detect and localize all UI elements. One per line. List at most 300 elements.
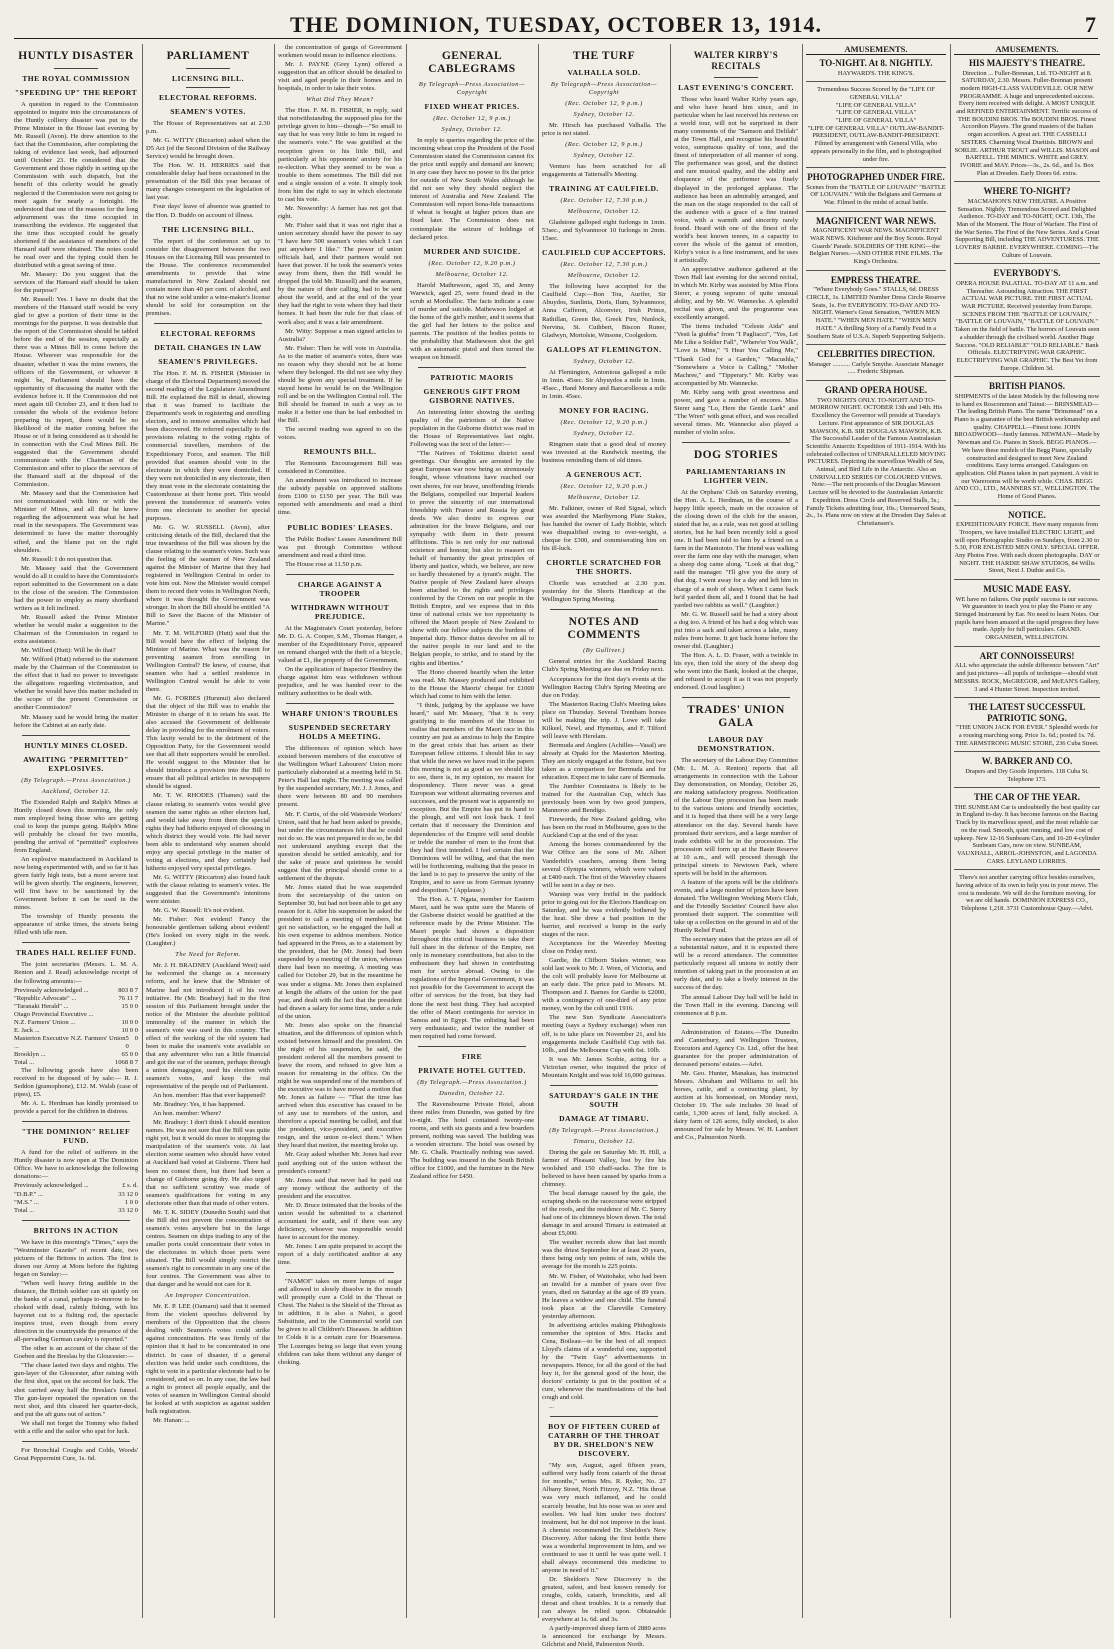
dateline: Melbourne, October 12. [435,270,509,278]
fund-row-amount: 15 0 0 [121,1002,138,1010]
column-parliament-cont [278,44,402,1614]
article-text: Mr. Nosworthy: A farmer has not got that right. [278,204,402,220]
article-text: The annual Labour Day ball will be held in the Town Hall in the evening. Dancing will commence at 8 p.m. [674,993,798,1017]
article-text: The Jumbier Conmiastra is likely to be trained for the Australian Cup, which has previously been won by two good jumpers, Mannoroo and Bendigo. [542,783,666,815]
advert-heading: GRAND OPERA HOUSE. [824,385,928,396]
column-rule [274,44,275,1618]
fund-row-name: "D.B.P." ... [14,1190,44,1198]
dateline: Sydney, October 12. [573,152,635,160]
article-text: Mr. Fisher said that it was not right that a union secretary should have the power to say "I have here 500 seamen's votes which I can put anywhere I like." The power of union officials had, and their partners would not have that power. If he took the seamen's votes away from them, then the Bill would be dropped (he told Mr. Russell) and the seamen, by the nature of their calling, had to be sent about the world, and at the end of the year they had the right to vote where they had their homes. It had been the rule for that class of work also; and it was a fair amendment. [278,221,402,326]
headline-parliament: PARLIAMENT [166,50,250,62]
fund-row-name: Otago Provincial Executive ... [14,1010,94,1018]
headline-dog: DOG STORIES [693,448,779,461]
subhead-speed: "SPEEDING UP" THE REPORT [14,88,138,97]
subhead-labour-day: LABOUR DAY DEMONSTRATION. [697,735,775,754]
fund-row [14,1182,138,1190]
fund-row [14,1199,138,1207]
subhead-caulfield: CAULFIELD CUP ACCEPTORS. [542,248,666,258]
advert [806,86,946,163]
fund-row-name: "Taranaki Herald" ... [14,1002,69,1010]
advert [806,385,946,527]
headline-kirby: WALTER KIRBY'S RECITALS [693,50,779,71]
article-text: Mr. Jones stated that he was suspended from the secretaryship of the union on September 30, but had not been able to get any reason for it. After his suspension he asked the president to call a meeting of members, but got no satisfaction, so he engaged the hall at his own expense to address members. Notice had appeared in the Press, as to a statement by the president, that he (Mr. Jones) had been suspended by a meeting of the union, whereas there had been no meeting. A meeting was called for October 29, but in the meantime he was under a stigma. Mr. Jones then explained at length the affairs of the union for the past year, and dealt with the fact that the president had drawn a salary for some time, under a rule of the union. [278,883,402,1020]
fund-row [14,1191,138,1199]
fund-row-name: Previously acknowledged ... [14,1182,89,1190]
fund-row-amount: 1068 8 7 [114,1058,138,1066]
subhead-murder: MURDER AND SUICIDE. [423,246,521,256]
article-text: In reply to queries regarding the price of the incoming wheat crop the President of the Food Commission stated the Commission cannot fix the price until supply and demand are known; in any case they have no power to fix the price for outside of New South Wales although he did not see why they should neglect the interest of Australia and New Zealand. The Commission will report bona-fide transactions if wheat is bought at higher prices than are fixed later. The Commission does not contemplate the seizure of holdings of declared price. [410,137,534,241]
article-text: Mr. G. W. Russell: It's not evident. [153,907,245,915]
advert [954,510,1100,575]
article-text: Mr. T. K. SIDEY (Dunedin South) said that the Bill did not prevent the concentration of seamen's votes anywhere but in the large centres. Seamen on ships trading to any of the smaller ports could concentrate their votes in the electorates in which those ports were situated. The Bill would simply restrict the seamen's right to concentrate in any one of the four centres. The Government was alive to that danger and he would not care for it. [146,1208,270,1289]
divider [714,77,758,78]
article-text: The following goods have also been received to be disposed of by sale:— R. J. Seddon (gramophone), £12. M. Walsh (case of pipes), £5. [14,1067,138,1099]
advert [954,874,1100,913]
article-text: Mr. Bradney: Yes, it has happened. [153,1101,246,1109]
headline-notes: NOTES AND COMMENTS [567,616,641,642]
divider [954,751,1100,752]
divider [186,68,230,69]
advert [954,756,1100,783]
fund-row-amount: 5 0 0 [125,1034,138,1050]
fund-row-name: Previously acknowledged ... [14,986,89,994]
subhead-withdrawn: WITHDRAWN WITHOUT PREJUDICE. [290,602,390,621]
article-text: Mr. D. Bruce intimated that the books of the union would be submitted to a chartered accountant for audit, and if there was any deficiency, whoever was responsible would have to account for the money. [278,1201,402,1241]
dateline: Timaru, October 12. [573,1137,635,1145]
column-rule [406,44,407,1618]
article-text: Mr. G. WITTY (Riccarton) asked when the D5 Act (of the Second Division of the Railway Service) would be brought down. [146,137,270,161]
divider [22,942,130,943]
divider [682,442,790,443]
subhead-electoral-reforms: ELECTORAL REFORMS [160,329,256,339]
article-text: Gardie, the Clifborn Stakes winner, was sold last week to Mr. J. Wren, of Victoria, and the colt will probably leave for Melbourne at an early date. The price paid to Messrs. M. Thompson and J. Barnes for Gardie is £2000, with a contingency of one-third of any prize money, won by the colt until 1916. [542,957,666,1013]
column-rule [670,44,671,1618]
article-text: A question in regard to the Commission appointed to inquire into the circumstances of the Huntly colliery disaster was put to the Prime Minister in the House last evening by Mr. Russell (Avon). He drew attention to the fact that the Commission, after completing the taking of evidence last week, had adjourned until October 23. He considered that the Government and those rightly in setting up the Commission with such dispatch, but the benefit of this celerity would be greatly neglected if the Commission were not going to meet again for nearly a fortnight. He understood that one of the reasons for the long adjournment was the time occupied in transcribing the evidence. He suggested that the time thus occupied could be greatly shortened if the assistance of members of the Hansard staff were obtained. The notes could be read over and the typing could then be distributed with a great saving of time. [14,101,138,269]
article-text: Mr. Massey said that the Government would do all it could to have the Commission's report submitted to the Government on a date to the close of the session. The Commission had the power to employ as many shorthand writers as it felt inclined. [14,564,138,612]
article-text: Mr. Russell asked the Prime Minister whether he would make a suggestion to the Chairman of the Commission in regard to extra assistance. [14,613,138,646]
article-text: The Hon. A. T. Ngata, member for Eastern Maori, said he was quite sure the Maoris of the Gisborne district would be gratified at the reference made by the Prime Minister. The Maori people had shown a disposition throughout this critical business to take their full share in the defence of the Empire, not only in monetary contributions, but also in the enthusiasm they had shown in contributing men for service abroad. Owing to the regulations of the Imperial Government, it was not possible for the Government to accept the offer of services for the front, but they had done the next best thing. They had accepted the offer of Maori contingents for service in Samoa and in Egypt. The enlisting had been very enthusiastic, and twice the number of men required had come forward. [410,895,534,1040]
divider [550,609,658,610]
divider [286,1272,394,1273]
fund-row [14,1003,138,1011]
column-rule [802,44,803,1618]
article-text: During the gale on Saturday Mr. H. Hill, a farmer of Pleasant Valley, lost by fire his woolshed and 150 chaff-sacks. The fire is believed to have been caused by sparks from a chimney. [542,1148,666,1188]
column-amusements-1 [806,44,946,1614]
divider [54,68,98,69]
article-text: Mr. Hanan: ... [153,1416,190,1424]
article-text: Mr. Jones said that never had he paid out any money without the authority of the president and the executive. [278,1176,402,1200]
dateline: Sydney, October 12. [573,111,635,118]
article-text: The local damage caused by the gale, the scraping sheds on the racecourse were stripped of the roofs, and the residence of Mr. C. Sterry had one of its chimneys blown down. The total damage in and around Timaru is estimated at about £5,000. [542,1190,666,1238]
article-text: An interesting letter showing the sterling quality of the patriotism of the Native population in the Gisborne district was read in the House of Representatives last night. Following was the text of the letter:— [410,409,534,449]
divider [22,1220,130,1221]
byline: By Telegraph—Press Association—Copyright [550,81,658,96]
subhead-private-hotel: PRIVATE HOTEL GUTTED. [418,1065,526,1075]
divider [954,263,1100,264]
article-text: The secretary of the Labour Day Committee (Mr. L. M. A. Renton) reports that all arrangements in connection with the Labour Day demonstration, on Monday, October 26, are making satisfactory progress. Notification of the Labour Day procession has been made to the various unions and friendly societies, and it is hoped that there will be a very large attendance on the day. Several bands have promised their services, and a large number of trade exhibits will be in the procession. The procession will form up at the Basin Reserve at 10 a.m., and will proceed through the principal streets to Newtown Park, where sports will be held in the afternoon. [674,757,798,877]
fund-row-name: Total ... [14,1206,35,1214]
advert-heading: HIS MAJESTY'S THEATRE. [969,58,1085,68]
divider [806,211,946,212]
divider [954,787,1100,788]
subhead-generous-gift: GENEROUS GIFT FROM GISBORNE NATIVES. [423,387,521,406]
masthead [14,10,1098,39]
fund-row-name: Brooklyn ... [14,1050,46,1058]
advert-heading: CELEBRITIES DIRECTION. [817,349,935,360]
divider [954,869,1100,870]
article-text: Mr. Fisher: Then he will vote in Australia. As to the matter of seamen's votes, there was no reason why they should not be at home where they belonged. He did not see why they should be given any special treatment. If he stayed home he would be on the Wellington roll and be on the Wellington Central roll. The Bill should be framed in such a way as to make it a better one than he had embodied in the Bill. [278,344,402,425]
received-line: (Rec. October 12, 9.20 p.m.) [428,259,516,267]
article-text: Mr. T. W. RHODES (Thames) said the clause relating to seamen's votes would give seamen the same rights as other electors had, and would take away from them the special rights they had hitherto enjoyed of choosing in which district they would vote. He had never been able to understand why seamen should enjoy any special privilege in the matter of voting at elections, and they certainly had hitherto enjoyed very special privileges. [146,792,270,872]
article-text: Mr. G. W. Russell said he had a story about a dog too. A friend of his had a dog which was put into a sack and taken across a lake, many miles from home. It got back home before the owner did. (Laughter.) [674,610,798,650]
advert-heading: EMPRESS THEATRE. [830,274,922,285]
advert-list [806,58,946,528]
headline-boy-cured: BOY OF FIFTEEN CURED of CATARRH OF THE THROAT BY DR. SHELDON'S NEW DISCOVERY. [548,1422,660,1459]
subhead-what-mean: What Did They Mean? [306,96,374,104]
article-text: Mr. J. H. BRADNEY (Auckland West) said he welcomed the change as a necessary reform, and he knew that the Minister of Marine had not introduced it of his own initiative. He (Mr. Bradney) had in the first session of this Parliament brought under the notice of the Minister the absolute political immorality of the manner in which the seamen's vote was used in this country. The effect of the working of the old system had been to make the seamen's vote available so that any adventurer who ran a little financial and got the ear of the seamen, perhaps through a union demagogue, used his election with seamen's votes, and keep the real representative of the people out of Parliament. [146,962,270,1091]
fund-row [14,1035,138,1051]
advert-text: Administration of Estates.—The Dunedin and Canterbury, and Wellington Trustees, Executors and Agency Co. Ltd., offer the best guarantee for the proper administration of deceased persons' estates.—Advt. [674,1028,798,1068]
fund-row [14,1019,138,1027]
received-line: (Rec. October 12, 9 p.m.) [433,115,511,122]
fund-list [14,987,138,1067]
column-parliament [146,44,270,1614]
article-text: Mr. J. PAYNE (Grey Lynn) offered a suggestion that an officer should be detailed to visit and aged people in their homes and in hospitals, in order to take their votes. [278,61,402,93]
advert-heading: THE LATEST SUCCESSFUL PATRIOTIC SONG. [968,702,1086,723]
article-text: The report of the conference set up to consider the disagreement between the two Houses on the Licensing Bill was presented to the House. The conference recommended amendments to provide that wine manufactured in New Zealand should not contain more than 40 per cent. of alcohol, and that no wine sold under a wine-maker's license should be sold for consumption on the premises. [146,237,270,317]
fund-row-name: Masterton Executive N.Z. Farmers' Union ... [14,1034,126,1050]
article-text: Mr. G. W. RUSSELL (Avon), after criticising details of the Bill, declared that the true inwardness of the Bill was shown by the clause relating to the seamen's votes. Such was the feeling of the seamen of New Zealand against the Minister of Marine that they had registered in Wellington Central in order to vote him out. Now the Minister would compel them to record their votes in Wellington North, where it was thought the Government was stronger. In short the Bill should be entitled "A Bill to Save the Bacon of the Minister of Marine." [146,523,270,628]
advert-body: EXPEDITIONARY FORCE. Have many requests from Troopers, we have installed ELECTRIC LIGHT, and will open Photographic Studio on Sundays, from 2.30 to 5.30, FOR ENLISTED MEN ONLY. SPECIAL OFFER. Any Photos Free. With each dozen photographs. DAY or NIGHT. THE HARDIE SHAW STUDIOS, 84 Willis Street, Next J. Duthie and Co. [954,521,1100,575]
article-text: The Hon. F. M. B. FISHER (Minister in charge of the Electoral Department) moved the second reading of the Legislature Amendment Bill. He explained the Bill in detail, showing that it was framed to facilitate the Department's work in registering and enrolling electors, and to remove anomalies which had been discovered. He referred especially to the provisions relating to the voting rights of commercial travellers, members of the Expeditionary Force, and seamen. The Bill provided that seamen should vote in the electorate in which they were domiciled. If they were not domiciled in any electorate, then they must vote in the electorate containing the Customhouse at their home port. This would prevent the transference of seamen's votes from one electorate to another for special purposes. [146,370,271,522]
article-text: Mr. G. WITTY (Riccarton) also found fault with the clause relating to seamen's votes. He suggested that the Government's intentions were sinister. [146,873,270,906]
article-text: Ringmen state that a good deal of money was invested at the Randwick meeting, the business reminding them of old times. [542,440,666,464]
fund-row-amount: 65 0 0 [121,1050,138,1058]
subhead-awaiting: AWAITING "PERMITTED" EXPLOSIVES. [23,754,129,773]
subhead-generous-act: A GENEROUS ACT. [566,469,642,479]
article-text: An explosive manufactured in Auckland is now being experimented with, and so far it has given fairly high tests, but a more severe test will be given shortly. The engineers, however, will first have to be sanctioned by the Government before it can be used in the mines. [14,855,138,912]
headline-trades-fund: TRADES HALL RELIEF FUND. [15,948,137,958]
article-text: Warstep was very fretful in the paddock prior to going out for the Electors Handicap on Saturday, and he was evidently bothered by the heat. She drew a bad position in the barrier, and received a bump in the early stages of the race. [542,890,666,938]
article-text: It was Mr. James Scobie, acting for a Victorian owner, who inquired the price of Mountain Knight and was told 16,000 guineas. [542,1055,666,1079]
subhead-royal: THE ROYAL COMMISSION [22,74,130,83]
advert-list [954,58,1100,913]
advert-body: Direction ... Fuller-Brennan, Ltd. TO-NIGHT at 8. SATURDAY, 2.30. Messrs. Fuller-Brennan present modern HIGH-CLASS VAUDEVILLE. OUR NEW PROGRAMME. A huge and unprecedented success. Every item received with delight. A MOST UNIQUE and REFINED ENTERTAINMENT. Terrific success of THE BOUDINI BROS. The BOUDINI BROS. Finest Accordion Players. The grand masters of the Italian organ accordion. A great act. THE CASSELLI SISTERS. Charming Vocal Duettists. BROWN and SORLIE. ARTHUR TROUT and WILLIS. MASON and BARTELL. THE MIMICS. WHITE and GREY. IVORIE and MAY. Prices—3s., 2s. 6d., and 1s. Box Plan at Dresden. Early Doors 6d. extra. [954,69,1100,177]
article-text: Venturo has been scratched for all engagements at Tattersall's Meeting. [542,163,666,179]
dateline: Sydney, October 12. [573,357,635,365]
advert-heading: ART CONNOISSEURS! [979,650,1075,661]
divider [22,1121,130,1122]
subhead-valhalla: VALHALLA SOLD. [567,68,641,77]
advert-body: MAGNIFICENT WAR NEWS. MAGNIFICENT WAR NEWS. Kitchener and the Boy Scouts. Royal Guards' Parade. SOLDIERS OF THE KING—the Belgian Nurses.—AND OTHER FINE FILMS. The King's Orchestra. [809,227,943,266]
column-turf [542,44,666,1649]
subhead-need-reform: The Need for Reform. [175,951,241,959]
article-text: General entries for the Auckland Racing Club's Spring Meeting are due on Friday next. [542,658,666,674]
advert-body: Drapers and Dry Goods Importers. 118 Cuba St. Telephone 173. [965,767,1089,783]
article-text: Those who heard Walter Kirby years ago, and who have heard him since, and in particular when he last received his reviews on a world tour, will not be surprised in their many comments of the "Samson and Delilah" at the Town Hall, and recognise his beautiful voice, sumptuous quality of tone, and the finest of interpretation of all manner of song. The performance was good, and the distinct and rare musical quality, and the ability and eloquence of the performer was finely displayed in the prolonged applause. The audience has been an admirably arranged, and the man on the stage responded to the call of the audience with a grace of a fine trained voice, with a warmth and sincerity rarely found. Heard with one of the finest of the world's best known tenors, in a capacity to cover the whole of the gamut of emotion, Kirby's voice is a fine instrument, and he uses it artistically. [674,96,798,264]
article-text: The secretary states that the prizes are all of a substantial nature, and it is expected there will be a record attendance. The committee particularly request all unions to notify their intention of taking part in the procession at an early date, and to take a lively interest in the success of the day. [674,936,798,992]
headline-wharf: WHARF UNION'S TROUBLES [281,709,399,719]
headline-mines: HUNTLY MINES CLOSED. [24,740,128,750]
subhead-chortle: CHORTLE SCRATCHED FOR THE SHORTS. [546,558,662,577]
advert [954,792,1100,865]
headline-britons: BRITONS IN ACTION [33,1225,119,1235]
advert-heading: W. BARKER AND CO. [981,756,1073,767]
advert-body: Scenes from the "BATTLE OF LOUVAIN" "BATTLE OF LOUVAIN." With the Belgians and Germans at War. Filmed in the midst of actual battle. [806,183,946,207]
advert-body: ALL who appreciate the subtle difference between "Art" and just pictures—all pupils of technique—should visit MESSRS. ROCK, McGREGOR, and McEAN'S Gallery, 3 and 4 Hunter Street. Inspection invited. [954,662,1100,693]
divider [806,81,946,82]
divider [954,646,1100,647]
article-text: At the Magistrate's Court yesterday, before Mr. D. G. A. Cooper, S.M., Thomas Hanger, a member of the Expeditionary Force, appeared on remand charged with the theft of a bicycle, valued at £1, the property of the Government. [278,624,402,664]
advert-heading: WHERE TO-NIGHT? [983,186,1071,197]
subhead-wheat: FIXED WHEAT PRICES. [424,102,520,111]
subhead-money: MONEY FOR RACING. [559,405,649,415]
fund-row [14,1207,138,1215]
article-text: At Flemington, Antonious galloped a mile in 1min. 45sec. Sir Abyuydos a mile in 1min. 45sec., Hand Money and Barcarolleous a mile in 1min. 45sec. [542,368,666,400]
article-text: Among the horses commandeered by the War Office are the sons of Mr. Albert Vanderbilt's coachers, among them being several Olympia winners, which were valued at £400 each. The first of the Waverley chasers will be sent in a day or two. [542,841,666,889]
byline: (By Gulliver.) [583,647,625,655]
article-text: Mr. Wilford (Hutt) referred to the statement made by the Chairman of the Commission to the effect that it had no power to investigate the allegations regarding victimisation, and whether he would have this matter included in the scope of the present Commission or another Commission? [14,656,138,712]
subhead-remounts: REMOUNTS BILL. [303,447,377,457]
article-text: Mr. Massey said that the Commission had not communicated with him or with the Minister of Mines, and all that he knew regarding the adjournment was what he had read in the newspapers. The Government was determined to have the matter thoroughly sifted, and the blame put on the right shoulders. [14,490,138,554]
dateline: Melbourne, October 12. [567,493,641,501]
advert-heading: THE CAR OF THE YEAR. [974,792,1080,803]
article-text: We have in this morning's "Times," says the "Westminster Gazette" of recent date, two pictures of the Britons in action. The first is drawn our Army at Mons before the fighting began on Sunday:— [14,1238,138,1278]
fund-row-amount: 803 8 7 [118,986,138,994]
article-text: Mr. A. L. Herdman has kindly promised to provide a parcel for the children in distress. [14,1100,138,1116]
advert-body: HAYWARD'S. THE KING'S. [837,69,915,77]
divider [954,505,1100,506]
advert-text: "NAMOI" takes on more lumps of sugar and allowed to slowly dissolve in the mouth will promptly cure a Cold in the Throat or Chest. The Nahoi is the Shield of the Throat as in addition, it is also a Nahoi, a good Substitute, and to the Commercial world can be given to all Children's Diseases. In addition to Colds it is a certain cure for Hoarseness. The Lozenges being so large that even young children can take them without any danger of choking. [278,1278,402,1366]
divider [954,579,1100,580]
fund-row-amount: 76 11 7 [118,994,138,1002]
advert [806,275,946,340]
advert-heading: BRITISH PIANOS. [988,381,1066,392]
article-text: Gladstone galloped eight furlongs in 1min. 53sec., and Sylvanmoor 10 furlongs in 2min. 15sec. [542,219,666,243]
advert-body: "THE UNION JACK FOR EVER." Splendid words for a rousing marching song. Price 1s. 6d.; posted 1s. 7d. THE ARMSTRONG MUSIC STORE, 236 Cuba Street. [955,724,1099,747]
advert-text: Dr. Sheldon's New Discovery is the greatest, safest, and best known remedy for coughs, colds, catarrh, bronchitis, and all throat and chest troubles. It is a remedy that can always be relied upon. Obtainable everywhere at 1s. 6d. and 3s. [542,1575,666,1624]
advert-body: SHIPMENTS of the latest Models by the following now to hand ex Roscommon and Tainui:— BRINSMEAD—The leading British Piano. The name "Brinsmead" on a Piano is a guarantee of the best British workmanship and quality. CHAPPELL—Finest tone. JOHN BROADWOOD—Justly famous. NEWMAN—Made by Newman and Co. Pianos in Stock. BEGG PIANOS.—We have these models of the Begg Piano, specially constructed and designed to meet New Zealand conditions. Easy terms arranged. Catalogues on application. Old Pianos taken in part payment. A visit to our Warerooms will be worth while. CHAS. BEGG AND CO., LTD., MANNERS ST., WELLINGTON. The Home of Good Pianos. [954,392,1100,501]
advert [954,651,1100,693]
article-text: At the Orphans' Club on Saturday evening, the Hon. A. L. Herdman, in the course of a happy little speech, made on the occasion of the closing down of the club for the season, stated that he, as a rule, was not good at telling stories, but he had been recently told a good one. It had been told to him by a friend on a farm in the Maniototo. The friend was walking over the farm one day with the manager, when a sheep dog came along. "Look at that dog," said the manager. "I'll give you the story of that dog. I went away for a day and left him in charge of a mob of sheep. When I came back he'd yarded them all, and I found that he had yarded two rabbits as well." (Laughter.) [674,488,798,609]
newspaper-title: THE DOMINION, TUESDAY, OCTOBER 13, 1914. [289,12,823,37]
article-text: A fund for the relief of sufferers in the Huntly disaster is now open at The Dominion Office. We have to acknowledge the following donations:— [14,1149,138,1181]
article-text: Mr. Jones also spoke on the financial situation, and the differences of opinion which existed between himself and the president. On the night of his suspension, he said, the president ordered all the members present to leave the room, and refused to give him a reason for remaining in the office. On the night he was suspended one of the members of the executive was to have moved a motion that Mr. Jones as failure — "That the time has arrived when this executive has ceased to be of any use to members of the union, and therefore a special meeting be called, and that the president, vice-president, and executive resign, and the union re-elect them." When they heard that motion, the meeting broke up. [278,1021,402,1150]
headline-fire: FIRE [461,1051,483,1061]
fund-row-amount: 10 0 0 [121,1026,138,1034]
received-line: (Rec. October 12, 7.30 p.m.) [560,261,648,269]
divider [806,167,946,168]
advert-body: There's not another carrying office besides ourselves, having advice of its own to help you in your move. The cost is moderate. We will do the furniture moving, for we are old hands. DOMINION EXPRESS CO., Telephone 1,218. 3731 Customhouse Quay.—Advt. [956,874,1098,913]
subhead-improper: An Improper Concentration. [165,1292,251,1300]
article-text: Mr. Bradney: I don't think I should mention names. He was not sure that the Bill was quite right yet, but it would do more to stopping the manipulation of the seamen's vote. At last election some seamen who should have voted at Auckland had voted at Gisborne. There had been no contest there, but there had been a change of Gisborne going dry. He also urged that no sufficient scrutiny was made of seamen's qualifications for voting in any electorate other than that made of other voters. [146,1119,270,1207]
divider [806,270,946,271]
article-text: The items included "Celeste Aida" and "Vesti la giubba" from "I Pagliacci", "Yes, Let Me Like a Soldier Fall", "Where'er You Walk", "Love is Mine," "I Hear You Calling Me," "Thank God for a Garden," "Macushla," "Somewhere a Voice is Calling," "Mother Machree," and "Tipperary." Mr. Kirby was accompanied by Mr. Wannecke. [674,323,798,387]
article-text: Mr. G. FORBES (Hurunui) also declared that the object of the Bill was to enable the Minister in charge of it to retain his seat. He also accused the Government of deliberate delay in providing for the enrolment of voters. This laxity would be to the detriment of the Opposition Party, for the Government would see that all their supporters would be enrolled. He would suggest to the Minister that he should introduce a provision into the Bill to ensure that all political articles in newspapers should be signed. [146,694,270,791]
advert [806,349,946,376]
dateline: Auckland, October 12. [41,787,111,795]
fund-row-amount: 33 12 0 [118,1206,138,1214]
article-text: We shall not forget the Tommy who fished with a rifle and the sailor who spat for luck. [14,1419,138,1435]
headline-relief-fund: "THE DOMINION" RELIEF FUND. [21,1127,131,1146]
advert-heading: MAGNIFICENT WAR NEWS. [816,215,936,226]
article-text: the concentration of gangs of Government workmen would mean to influence elections. [278,44,402,60]
fund-row-amount: £ s. d. [122,1182,138,1190]
article-text: Mr. F. Curtis, of the old Waterside Workers' Union, said that he had been asked to preside, but under the circumstances felt that he could not do so. He was not prepared to do so, he did not understand anything except that the question should be settled amicably, and for the sake of peace and quietness he would suggest that the principal should come to a settlement of the dispute. [278,810,402,882]
divider [806,380,946,381]
article-text: An hon. member: Has that ever happened? [153,1092,266,1100]
divider [186,87,230,88]
relief-list [14,1182,138,1214]
article-text: The Hono cheered heartily when the letter was read. Mr. Massey produced and exhibited to the House the Maoris' cheque for £1000 which had come to him with the letter. [410,668,534,700]
article-text: An amendment was introduced to increase the subsidy payable on approved stallions from £100 to £150 per year. The Bill was reported with amendments and read a third time. [278,477,402,517]
advert-heading: EVERYBODY'S. [993,268,1061,279]
fund-row [14,995,138,1003]
article-text: Mr. Kirby sang with great sweetness and power, and gave a number of encores. Miss Sierer sang "Lo, Here the Gentle Lark" and "The Wren" with great effect, and was recalled several times. Mr. Wannecke also played a number of violin solos. [674,388,798,436]
article-text: The Masterton Racing Club's Meeting takes place on Thursday. Several Trentham horses will be making the trip. J. Lowe will take Kilkeel, Newl, and Hymettus, and F. Tilford will leave with Herelam. [542,700,666,740]
received-line: (Rec. October 12, 9.20 p.m.) [560,418,648,426]
advert [954,58,1100,177]
headline-huntly: HUNTLY DISASTER [18,50,134,62]
article-text: The House of Representatives sat at 2.30 p.m. [146,120,270,136]
dateline: Melbourne, October 12. [567,272,641,280]
advert [954,584,1100,642]
column-cablegrams [410,44,534,1614]
divider [954,697,1100,698]
advert-heading: NOTICE. [1008,509,1046,520]
fund-row-name: "M.S." ... [14,1198,39,1206]
article-text: "When well heavy firing audible in the distance, the British soldier can sit quietly on the banks of a canal, perhaps to-morrow to be choked with dead, calmly fishing, with his bayonet cut to a fishing rod, the spectacle inspires trust, even though from every direction in the countryside the presence of the all-pervading German cavalry is reported." [14,1279,138,1344]
subhead-gallops: GALLOPS AT FLEMINGTON. [546,344,662,354]
article-text: The new Sun Syndicate Association's meeting (says a Sydney exchange) when run off, is to take place on November 21, and his engagements include Caulfield Cup with 6st. 10lb., and the Melbourne Cup with 6st. 10lb. [542,1014,666,1054]
article-text: The Hon. W. H. HERRIES said that considerable delay had been occasioned in the presentation of the Bill this year because of many changes consequent on the legislation of last year. [146,162,270,202]
advert-body: Tremendous Success Scored by the "LIFE OF GENERAL VILLA" "LIFE OF GENERAL VILLA" "LIFE OF GENERAL VILLA" "LIFE OF GENERAL VILLA" "LIFE OF GENERAL VILLA" OUTLAW-BANDIT-PRESIDENT, OUTLAW-BANDIT-PRESIDENT. Filmed by arrangement with General Villa, who appears personally in the film, and is photographed under fire. [807,86,945,163]
fund-row [14,1027,138,1035]
dateline: Melbourne, October 12. [567,208,641,216]
article-text: Acceptances for the first day's events at the Wellington Racing Club's Spring Meeting are due on Friday. [542,675,666,699]
subhead-last-concert: LAST EVENING'S CONCERT. [678,83,794,92]
article-text: The Hon. A. L. D. Fraser, with a twinkle in his eye, then told the story of the sheep dog who went into the Bank, looked at the cheque, and refused to accept it as it was not properly endorsed. (Loud laughter.) [674,651,798,692]
fund-row-amount: 33 12 0 [118,1190,138,1198]
fund-row-name: "Republic Advocate" ... [14,994,77,1002]
article-text: Mr. Jones: I am quite prepared to accept the report of a duly certificated auditor at any time. [278,1243,402,1267]
article-text: The other is an account of the chase of the Goeben and the Breslau by the Gloucester:— [14,1345,138,1361]
divider [22,1441,130,1442]
article-text: Mr. T. M. WILFORD (Hutt) said that the Bill would have the effect of helping the Minister of Marine. What was the reason for preventing seamen from enrolling in Wellington Central? He knew, of course, that seamen who had a settled residence in Wellington Central would be able to vote there. [146,629,270,693]
advert [954,268,1100,372]
advert [806,172,946,207]
subhead-detail: DETAIL CHANGES IN LAW [154,343,262,353]
divider [418,367,526,368]
advert [954,381,1100,500]
divider [286,703,394,704]
subhead-damage: DAMAGE AT TIMARU. [559,1113,649,1123]
page-number: 7 [1085,12,1096,37]
column-kirby [674,44,798,1614]
article-text: "The Natives of Tokitimu district send greetings. Our thoughts are arrested by the great European war now being so strenuously fought, whose vibrations have reached our own shores, for our brave, unoffending friends the Belgians, compelled our Imperial leaders to prove the sincerity of our international friendship with France and Russia by great deeds. We also desire to express our admiration for the brave Belgians, and our sympathy with them in their present afflictions. This is not only for our national existence and honour, but also to reassert on behalf of humanity the great principles of liberty and justice, which, we believe, are now so hardly threatened by a tyrant's might. The Native people of New Zealand have always been attached to the rights and privileges conferred by the Crown on our people in the British Empire, and we express that in this time of national crisis we too opportunity is offered the Maori people of New Zealand to show with our fellow subjects the burdens of Imperial duty. Hence duties devolve on all to the native people in our land and to the Belgian people, to strike, and to stand by the rights and liberties." [410,450,534,667]
subhead-training: TRAINING AT CAULFIELD. [549,184,659,194]
article-text: Four days' leave of absence was granted to the Hon. D. Buddo on account of illness. [146,203,270,219]
headline-gale: SATURDAY'S GALE IN THE SOUTH [549,1090,659,1109]
advert [954,702,1100,747]
article-text: The Ravensbourne Private Hotel, about three miles from Dunedin, was gutted by fire to-night. The hotel contained twenty-one rooms, and with six guests and a few boarders present, nothing was saved. The building was a wooden structure. The hotel was owned by Mr. G. Chalk. Practically nothing was saved. The building was insured in the South British office for £1000, and the furniture in the New Zealand office for £450. [410,1100,534,1181]
article-text: Mr. E. P. LEE (Oamaru) said that it seemed from the violent speeches delivered by members of the Opposition that the cheers dealing with Seamen's votes could strike against concentration. He was firmly of the opinion that it had to be concentrated in one district. In case of disaster, if a general election was held under such conditions, the right to vote in a particular electorate had to be considered, and so on. In any case, the law had a right to protect all people equally, and the votes of seamen in Wellington Central should be looked at with suspicion as against sudden bulk registration. [146,1303,270,1415]
dateline: Dunedin, October 12. [439,1089,505,1097]
fund-row-amount: 10 0 0 [121,1018,138,1026]
advert-body: OPERA HOUSE PALATIAL. TO-DAY AT 11 a.m. and Thereafter. Astounding Attraction. THE FIRST ACTUAL WAR PICTURE. THE FIRST ACTUAL WAR PICTURE. Received yesterday from Europe. SCENES FROM THE "BATTLE OF LOUVAIN," "BATTLE OF LOUVAIN," "BATTLE OF LOUVAIN." Taken on the field of battle. The horrors of Louvain seen a shudder through the civilised world. Another Huge Success. "OLD RELIABLE" "OLD RELIABLE." Bank Officials. ELECTRIFYING WAR GRAPHIC. ELECTRIFYING WAR GRAPHIC. The Best Yet from Europe. Children 3d. [954,279,1100,372]
article-text: On the application of Inspector Hendrey the charge against him was withdrawn without prejudice, and he was handed over to the military authorities to be dealt with. [278,665,402,698]
article-text: An hon. member: Where? [153,1110,222,1118]
divider [550,1085,658,1086]
article-text: The weather records show that last month was the driest September for at least 20 years, there being only ten points of rain, while the average for the month is 225 points. [542,1239,666,1271]
column-huntly [14,44,138,1614]
fund-row-name: N.Z. Farmers' Union ... [14,1018,76,1026]
headline-trades-gala: TRADES' UNION GALA [687,704,785,730]
article-text: Mr. Russell: Yes. I have no doubt that the members of the Hansard staff would be very glad to give a portion of their time in the mornings for the purpose. It was desirable that the report of the Commission should be tabled before the end of the session, especially as there was a Mines Bill to come before the House. Whoever was responsible for the disaster, whether it was the mine owners, the officers of the Government, or whoever it might be, Parliament should have the opportunity of discussing the matter with the evidence before it. If the Commission did not meet again till October 23, and it then had to consider the whole of the evidence before preparing its report, there would be no likelihood of the matter coming before the House or of it being considered as it should be in connection with the Coal Mines Bill. He suggested that the Government should communicate with the Chairman of the Commission and offer to place the services of the Hansard staff at the disposal of the Commission. [14,296,138,489]
advert [806,58,946,77]
subhead-public-bodies: PUBLIC BODIES' LEASES. [287,522,393,532]
byline: (By Telegraph.—Press Association.) [21,776,131,784]
headline-patriotic: PATRIOTIC MAORIS [430,373,514,383]
divider [954,376,1100,377]
divider [550,1416,658,1417]
article-text: The Remounts Encouragement Bill was considered in Committee. [278,460,402,476]
divider [954,181,1100,182]
fund-row [14,1059,138,1067]
received-line: (Rec. October 12, 9.20 p.m.) [560,482,648,490]
fund-row-name: Total ... [14,1058,35,1066]
article-text: Mr. Witty: Suppose a man signed articles to Australia? [278,327,402,343]
article-text: Mr. Fisher: Not evident! Fancy the honourable gentleman talking about evident! (He's looked on every night in the week. (Laughter.) [146,916,270,948]
subhead-electoral: ELECTORAL REFORMS. [159,93,257,102]
article-text: Mr. Wilford (Hutt): Will he do that? [21,647,116,655]
divider [22,735,130,736]
article-text: In advertising articles making Phthoghosis remember the opinion of Mrs. Hacks and Cena, Boileau—to be the best of all respect Lloyd's claims of a wonderful one, supported by the "Twin Guy" advertisements in newspapers. Hence, for all the good of the bad buy it, for the general good of the hour, the doctors' certainty is put in the position of a cure, whenever the manifestations of the bad cough and cold. [542,1321,666,1402]
headline-cablegrams: GENERAL CABLEGRAMS [428,50,516,75]
subhead-seamen: SEAMEN'S VOTES. [170,107,246,116]
amusements-heading: AMUSEMENTS. [806,44,946,55]
article-text: Harold Mathewson, aged 35, and Jenny Warwick, aged 25, were found dead in the scrub at Mordialloc. The facts indicate a case of murder and suicide. Mathewson lodged at the home of the girl's mother, and it seems that the girl had her letters to the police and parents. The position of the bodies points to the probability that Mathewson shot the girl with an automatic pistol and then turned the weapon on himself. [410,281,534,362]
received-line: (Rec. October 12, 9 p.m.) [565,141,643,149]
article-text: The House rose at 11.50 p.m. [285,560,363,568]
divider [682,1023,790,1024]
subhead-parliamentarians: PARLIAMENTARIANS IN LIGHTER VEIN. [686,466,786,485]
article-text: The Extended Ralph and Ralph's Mines at Huntly closed down this morning, the only men employed being those who are getting coal to keep the pumps going. Ralph's Mine will probably be closed for two months, pending the arrival of "permitted" explosives from England. [14,798,138,854]
fund-row-name: E. Jack ... [14,1026,40,1034]
column-rule [950,44,951,1618]
advert-body: Manager ........... Carlyle Smythe. Associate Manager ..... Frederic Shipman. [808,360,944,376]
article-text: Mr. Massey: Do you suggest that the services of the Hansard staff should be taken for the purpose? [14,270,138,295]
divider [682,697,790,698]
article-text: A feature of the sports will be the children's events, and a large number of prizes have been donated. The Wellington Working Men's Club, and the Friendly Societies' Council have also promised their support. The committee will take up a collection on the ground in aid of the Huntly Relief Fund. [674,878,798,935]
divider [286,574,394,575]
article-text: Mr. Geo. Hunter, Manakau, has instructed Messrs. Abraham and Williams to sell his horses, cattle, and a contracting plant, by auction at his homestead, on Monday next, October 19. The sale includes 30 head of cattle, 1,300 acres of land, fully stocked. A dairy farm of 126 acres, fully stocked, is also announced for sale by Messrs. W. H. Lambert and Co., Palmerston North. [674,1069,798,1142]
subhead-suspended: SUSPENDED SECRETARY HOLDS A MEETING. [288,723,392,742]
divider [806,344,946,345]
received-line: (Rec. October 12, 9 p.m.) [565,100,643,107]
byline: By Telegraph—Press Association—Copyright [418,81,526,96]
advert-body: MACMAHON'S NEW THEATRE. A Positive Sensation. Nightly. Tremendous Scored and Delighted Audience. TO-DAY and TO-NIGHT, OCT. 13th, The Man of the Moment. The Hour of Warfare. The First of the War Series. The First of the New Series. And a Great Supporting Bill, including THE ADVENTURESS. THE LOVERS' BARBIE. EVERYWHERE. COMING—The Culture of Louvain. [954,197,1100,259]
byline: (By Telegraph.—Press Association.) [417,1078,527,1086]
advert-heading: TO-NIGHT. At 8. NIGHTLY. [819,58,933,68]
article-text: The Hon. F. M. B. FISHER, in reply, said that notwithstanding the supposed plea for the privilege given to him—though—"So small to say that he was very little to him in regard to the seamen's vote." He was gratified at the reception given to his little Bill, and particularly at his opponents' anxiety for his re-election. What they seemed to be was a trouble to them sometimes. The Bill did not end a single session of a vote. It simply took from him the right to say in which electorate to cast his vote. [278,107,402,203]
article-text: Mr. W. Fisher, of Waitohake, who had been an invalid for a number of years over five years, died on Saturday at the age of 89 years. He leaves a widow and one child. The funeral took place at the Clareville Cemetery yesterday afternoon. [542,1272,666,1320]
headline-turf: THE TURF [572,50,636,62]
article-text: "I think, judging by the applause we have heard," said Mr. Massey, "that it is very gratifying to the members of the House to realise that members of the Maori race in this country are just as anxious to help the Empire in the great crisis that has arisen as their European fellow citizens. I should like to say that while the news we have read in the papers this morning is not as good as we should like to see, there is, in my opinion, no reason for despondency. There never was a great European war without alternating reverses and successes, and the present war is apparently no exception. But the Empire has put its hand to the plough, and will not look back. I feel certain that if necessary the Dominion and dependencies of the Empire will send double or treble the number of men to the front that they had first intended. I feel certain that the Dominions will be willing, and that the men will be forthcoming, realising that the peace in the land is to pay to preserve the unity of the Empire, and to save us from German tyranny and despotism." (Applause.) [410,701,534,894]
advert-body: TWO NIGHTS ONLY. TO-NIGHT AND TO-MORROW NIGHT. OCTOBER 13th and 14th. His Excellency the Governor will preside at Tuesday's Lecture. First appearance of SIR DOUGLAS MAWSON, K.B. SIR DOUGLAS MAWSON, K.B. The Successful Leader of the Famous Australasian Scientific Antarctic Expedition of 1911-1914. With his celebrated collection of UNPARALLELED MOVING PICTURES. Depicting the marvellous Wealth of Sea, Animal, and Bird Life in the Antarctic. Also an UNRIVALLED SERIES OF COLOURED VIEWS. Note:—The nett proceeds of the Douglas Mawson Lecture will be devoted to the Australasian Antarctic Expedition. Dress Circle and Reserved Stalls, 3s.; Family Tickets admitting four, 10s.; Unreserved Seats, 2s., 1s. Plans now on view at the Dresden Day Sales at Christiansen's. [806,396,946,527]
advert-heading: PHOTOGRAPHED UNDER FIRE. [807,172,945,183]
advert-text: "My son, August, aged fifteen years, suffered very badly from catarrh of the throat for months," writes Mrs. R. Ryder, No. 27 Albany Street, North Fitzroy, N.Z. "His throat was very much inflamed, and he could scarcely breathe, but his nose was so sore and swollen. We had him under two doctors' treatment, but he did not improve in the least. A chemist recommended Dr. Sheldon's New Discovery. After taking the first bottle there was a wonderful improvement in him, and we continued to use it until he was quite well. I shall always recommend this medicine to anyone in need of it." [542,1462,666,1574]
